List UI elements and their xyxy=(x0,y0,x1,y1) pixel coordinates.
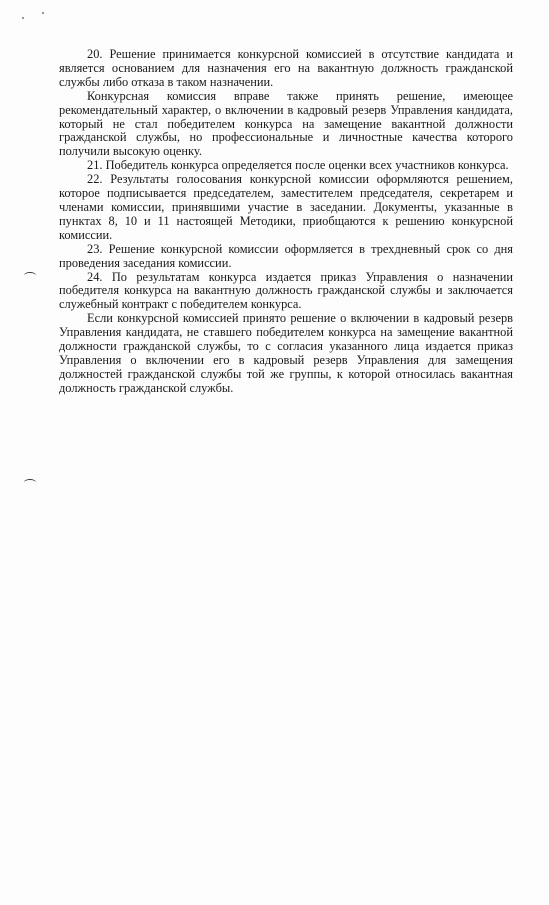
paragraph-21: 21. Победитель конкурса определяется после оценки всех участников конкурса. xyxy=(87,158,509,173)
paragraph-22: 22. Результаты голосования конкурсной комиссии оформляются решением, которое подписывается председателем, заместителем председателя, секретарем и членами комиссии, принявшими участие в заседании. Документы, указанные в пунктах 8, 10 и 11 настоящей Методики, приобщаются к решению конкурсной комиссии. xyxy=(59,172,513,242)
paragraph-reserve: Если конкурсной комиссией принято решение о включении в кадровый резерв Управления кандидата, не ставшего победителем конкурса на замещение вакантной должности гражданской службы, то с согласия указанного лица издается приказ Управления о включении его в кадровый резерв Управления для замещения должностей гражданской службы той же группы, к которой относилась вакантная должность гражданской службы. xyxy=(59,311,513,395)
paragraph-23: 23. Решение конкурсной комиссии оформляется в трехдневный срок со дня проведения заседания комиссии. xyxy=(59,241,513,270)
scan-speck xyxy=(22,17,24,19)
hole-punch-mark xyxy=(24,479,36,486)
document-body xyxy=(59,48,513,396)
paragraph-24: 24. По результатам конкурса издается приказ Управления о назначении победителя конкурса на вакантную должность гражданской службы и заключается служебный контракт с победителем конкурса. xyxy=(59,269,513,312)
paragraph-20: 20. Решение принимается конкурсной комиссией в отсутствие кандидата и является основанием для назначения его на вакантную должность гражданской службы либо отказа в таком назначении. xyxy=(59,47,513,89)
hole-punch-mark xyxy=(24,272,36,279)
paragraph-recommendation: Конкурсная комиссия вправе также принять решение, имеющее рекомендательный характер, о включении в кадровый резерв Управления кандидата, который не стал победителем конкурса на замещение вакантной должности гражданской службы, но профессиональные и личностные качества которого получили высокую оценку. xyxy=(59,88,513,159)
scan-speck xyxy=(42,12,44,14)
